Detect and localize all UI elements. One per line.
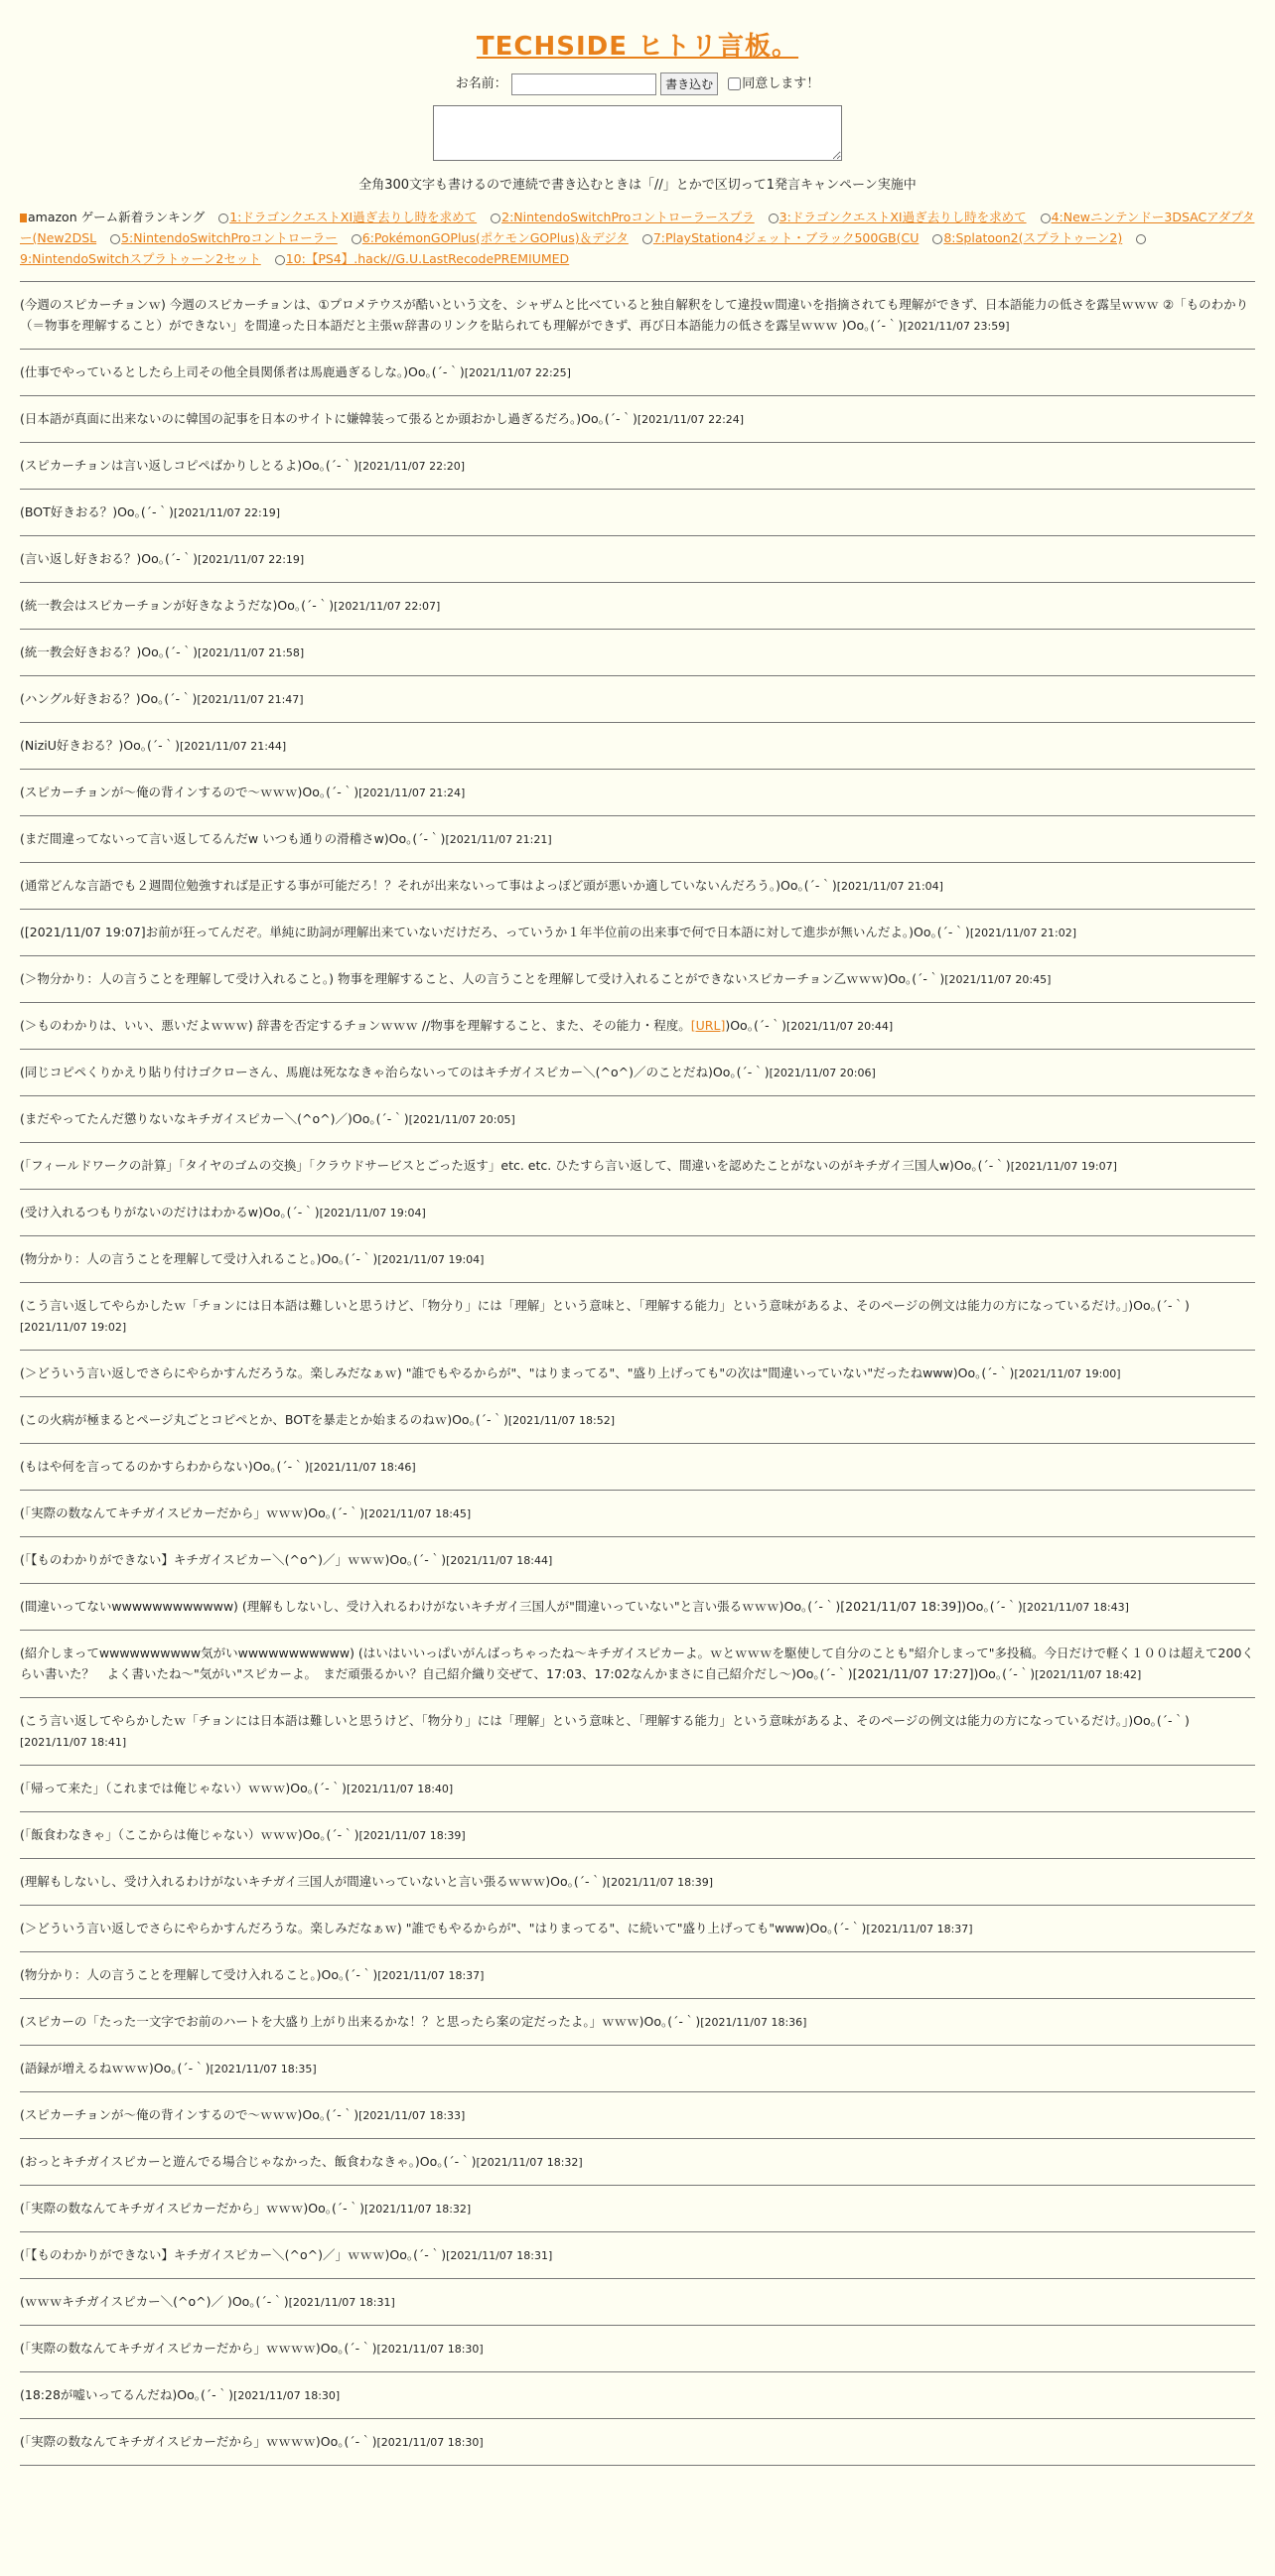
circle-icon: [642, 234, 652, 244]
post-item: [20, 910, 1255, 956]
post-item: [20, 956, 1255, 1003]
post-item: [20, 350, 1255, 396]
post-timestamp: [2021/11/07 18:45]: [364, 1507, 472, 1520]
post-item: [20, 630, 1255, 676]
post-timestamp: [2021/11/07 18:40]: [347, 1783, 454, 1795]
ranking-item: [110, 230, 338, 245]
post-timestamp: [2021/11/07 19:07]: [1010, 1160, 1117, 1173]
post-form-row: [20, 72, 1255, 95]
post-list: [20, 282, 1255, 2466]
post-text: (もはや何を言ってるのかすらわからない)Oo｡(´-｀): [20, 1459, 310, 1474]
post-item: [20, 490, 1255, 536]
notice-text: 全角300文字も書けるので連続で書き込むときは「//」とかで区切って1発言キャンペーン実施中: [358, 178, 917, 193]
post-item: [20, 1952, 1255, 1999]
post-item: [20, 1143, 1255, 1190]
post-item: [20, 770, 1255, 816]
ranking-item-link[interactable]: 2:NintendoSwitchProコントローラースプラ: [501, 210, 755, 224]
post-text: (スピカーの「たった一文字でお前のハートを大盛り上がり出来るかな！？と思ったら案の定だったよ。」ｗｗｗ)Oo｡(´-｀): [20, 2014, 701, 2029]
post-text: (語録が増えるねｗｗｗ)Oo｡(´-｀): [20, 2061, 211, 2075]
post-item: [20, 282, 1255, 350]
post-text: (理解もしないし、受け入れるわけがないキチガイ三国人が間違いっていないと言い張るｗｗｗ)Oo｡(´-｀): [20, 1874, 607, 1889]
ranking-item-link[interactable]: 6:PokémonGOPlus(ポケモンGOPlus)＆デジタ: [361, 230, 629, 245]
ranking-heading: amazon ゲーム新着ランキング: [28, 210, 206, 224]
post-timestamp: [2021/11/07 18:31]: [288, 2296, 395, 2309]
circle-icon: [932, 234, 942, 244]
post-text: (スピカーチョンは言い返しコピペばかりしとるよ)Oo｡(´-｀): [20, 458, 358, 473]
post-text: (「帰って来た」（これまでは俺じゃない）ｗｗｗ)Oo｡(´-｀): [20, 1781, 348, 1795]
ranking-item-link[interactable]: 4:Newニンテンドー3DSACアダプター(New2DSL: [20, 210, 1255, 245]
post-text: (ハングル好きおる？)Oo｡(´-｀): [20, 691, 198, 706]
post-timestamp: [2021/11/07 22:19]: [198, 553, 305, 566]
post-timestamp: [2021/11/07 19:02]: [20, 1321, 127, 1334]
circle-icon: [769, 214, 779, 223]
post-text: (＞物分かり：人の言うことを理解して受け入れること。) 物事を理解すること、人の言うことを理解して受け入れることができないスピカーチョン乙ｗｗｗ)Oo｡(´-｀): [20, 971, 945, 986]
post-text: (統一教会はスピカーチョンが好きなようだな)Oo｡(´-｀): [20, 598, 335, 613]
post-item: [20, 1190, 1255, 1236]
post-item: [20, 2046, 1255, 2092]
post-text: (「実際の数なんてキチガイスピカーだから」ｗｗｗ)Oo｡(´-｀): [20, 2201, 365, 2216]
post-text: (「実際の数なんてキチガイスピカーだから」ｗｗｗｗ)Oo｡(´-｀): [20, 2341, 377, 2356]
post-item: [20, 2372, 1255, 2419]
post-text: (同じコピペくりかえり貼り付けゴクローさん、馬鹿は死ななきゃ治らないってのはキチガイスピカー＼(^o^)／のことだね)Oo｡(´-｀): [20, 1065, 770, 1079]
message-area-wrap: [20, 105, 1255, 164]
post-item: [20, 1766, 1255, 1812]
post-text: (この火病が極まるとページ丸ごとコピペとか、BOTを暴走とか始まるのねｗ)Oo｡(´-｀): [20, 1412, 508, 1427]
post-timestamp: [2021/11/07 21:21]: [445, 833, 552, 846]
ranking-item: [932, 230, 1122, 245]
agree-label: 同意します！: [742, 76, 820, 91]
post-text: (「【ものわかりができない】キチガイスピカー＼(^o^)／」ｗｗｗ)Oo｡(´-｀): [20, 1552, 447, 1567]
post-text: (＞ものわかりは、いい、悪いだよｗｗｗ) 辞書を否定するチョンｗｗｗ //物事を理解すること、また、その能力・程度。: [20, 1018, 691, 1033]
post-timestamp: [2021/11/07 18:35]: [210, 2063, 317, 2075]
post-item: [20, 583, 1255, 630]
post-text: (「実際の数なんてキチガイスピカーだから」ｗｗｗ)Oo｡(´-｀): [20, 1505, 365, 1520]
post-item: [20, 723, 1255, 770]
ranking-item-link[interactable]: 8:Splatoon2(スプラトゥーン2): [943, 230, 1123, 245]
post-item: [20, 2419, 1255, 2466]
post-item: [20, 2326, 1255, 2372]
ranking-item: [218, 210, 477, 224]
post-timestamp: [2021/11/07 21:58]: [198, 646, 305, 659]
post-text: (「実際の数なんてキチガイスピカーだから」ｗｗｗｗ)Oo｡(´-｀): [20, 2434, 377, 2449]
post-item: [20, 1537, 1255, 1584]
post-timestamp: [2021/11/07 22:24]: [637, 413, 745, 426]
post-text: (日本語が真面に出来ないのに韓国の記事を日本のサイトに嫌韓装って張るとか頭おかし過ぎるだろ。)Oo｡(´-｀): [20, 411, 638, 426]
circle-icon: [1041, 214, 1051, 223]
post-text: (おっとキチガイスピカーと遊んでる場合じゃなかった、飯食わなきゃ。)Oo｡(´-｀): [20, 2154, 477, 2169]
post-timestamp: [2021/11/07 21:24]: [358, 787, 466, 799]
post-item: [20, 1397, 1255, 1444]
post-timestamp: [2021/11/07 20:45]: [944, 973, 1052, 986]
post-text: (物分かり：人の言うことを理解して受け入れること。)Oo｡(´-｀): [20, 1251, 378, 1266]
ranking-item: [491, 210, 755, 224]
post-timestamp: [2021/11/07 18:33]: [358, 2109, 466, 2122]
post-timestamp: [2021/11/07 18:39]: [606, 1876, 714, 1889]
post-item: [20, 1906, 1255, 1952]
post-item: [20, 816, 1255, 863]
post-text: (言い返し好きおる？)Oo｡(´-｀): [20, 551, 199, 566]
circle-icon: [275, 255, 285, 265]
post-item: [20, 1698, 1255, 1766]
circle-icon: [110, 234, 120, 244]
post-item: [20, 1444, 1255, 1491]
post-timestamp: [2021/11/07 22:19]: [173, 506, 281, 519]
post-item: [20, 443, 1255, 490]
post-text: (「【ものわかりができない】キチガイスピカー＼(^o^)／」ｗｗｗ)Oo｡(´-｀): [20, 2247, 447, 2262]
post-timestamp: [2021/11/07 18:31]: [446, 2249, 553, 2262]
post-text: (「フィールドワークの計算」「タイヤのゴムの交換」「クラウドサービスとごった返す」etc. etc. ひたすら言い返して、間違いを認めたことがないのがキチガイ三国人w)Oo｡(´-｀): [20, 1158, 1011, 1173]
post-text: (スピカーチョンが～俺の背インするので～ｗｗｗ)Oo｡(´-｀): [20, 2107, 359, 2122]
post-item: [20, 2139, 1255, 2186]
post-timestamp: [2021/11/07 19:04]: [377, 1253, 485, 1266]
post-item: [20, 1351, 1255, 1397]
ranking-item: [642, 230, 920, 245]
post-timestamp: [2021/11/07 18:32]: [476, 2156, 583, 2169]
post-item: [20, 1859, 1255, 1906]
post-item: [20, 1236, 1255, 1283]
ranking-item-link[interactable]: 1:ドラゴンクエストXI過ぎ去りし時を求めて: [229, 210, 478, 224]
post-timestamp: [2021/11/07 22:07]: [334, 600, 441, 613]
post-text: (紹介しまってwwwwwwwwww気がいwwwwwwwwwww) (はいはいいっぱいがんばっちゃったね～キチガイスピカーよ。ｗとｗｗｗを駆使して自分のことも"紹介しまって"多投稿。今日だけで軽く１００は超えて200くらい書いた？ よく書いたね～"気がい"スピカーよ。 まだ頑張るかい？自己紹介織り交ぜて、17:03、17:02なんかまさに自己紹介だし～)Oo｡(´-｀)[2021/11/07 17:27])Oo｡(´-｀): [20, 1646, 1254, 1681]
post-timestamp: [2021/11/07 19:00]: [1014, 1367, 1121, 1380]
post-timestamp: [2021/11/07 18:52]: [507, 1414, 616, 1427]
post-timestamp: [2021/11/07 18:46]: [309, 1461, 416, 1474]
post-text: (＞どういう言い返しでさらにやらかすんだろうな。楽しみだなぁｗ) "誰でもやるからが"、"はりまってる"、"盛り上げっても"の次は"間違いっていない"だったねwww)Oo｡(´-｀): [20, 1365, 1015, 1380]
post-timestamp: [2021/11/07 18:43]: [1022, 1601, 1129, 1614]
circle-icon: [491, 214, 500, 223]
post-timestamp: [2021/11/07 18:44]: [446, 1554, 553, 1567]
post-timestamp: [2021/11/07 18:30]: [376, 2343, 484, 2356]
post-text: (こう言い返してやらかしたｗ「チョンには日本語は難しいと思うけど、「物分り」には「理解」という意味と、「理解する能力」という意味があるよ、そのページの例文は能力の方になっているだけ。」)Oo｡(´-｀): [20, 1713, 1190, 1728]
post-item: [20, 536, 1255, 583]
post-text: (受け入れるつもりがないのだけはわかるw)Oo｡(´-｀): [20, 1205, 320, 1219]
page: [0, 26, 1275, 2466]
post-timestamp: [2021/11/07 21:47]: [197, 693, 304, 706]
ranking-item: [275, 251, 569, 266]
post-text: (物分かり：人の言うことを理解して受け入れること。)Oo｡(´-｀): [20, 1967, 378, 1982]
post-timestamp: [2021/11/07 20:44]: [785, 1020, 894, 1033]
post-text: (「飯食わなきゃ」（ここからは俺じゃない）ｗｗｗ)Oo｡(´-｀): [20, 1827, 359, 1842]
post-timestamp: [2021/11/07 19:04]: [319, 1207, 426, 1219]
post-item: [20, 2232, 1255, 2279]
post-item: [20, 1631, 1255, 1698]
post-text: (こう言い返してやらかしたｗ「チョンには日本語は難しいと思うけど、「物分り」には「理解」という意味と、「理解する能力」という意味があるよ、そのページの例文は能力の方になっているだけ。」)Oo｡(´-｀): [20, 1298, 1190, 1313]
post-text: (今週のスピカーチョンｗ) 今週のスピカーチョンは、①プロメテウスが酷いという文を、シャザムと比べていると独自解釈をして違投ｗ間違いを指摘されても理解ができず、日本語能力の低さを露呈ｗｗｗ ②「ものわかり（＝物事を理解すること）ができない」を間違った日本語だと主張ｗ辞書のリンクを貼られても理解ができず、再び日本語能力の低さを露呈ｗｗｗ )Oo｡(´-｀): [20, 297, 1249, 333]
post-text: (BOT好きおる？)Oo｡(´-｀): [20, 504, 174, 519]
post-timestamp: [2021/11/07 18:41]: [20, 1736, 127, 1749]
submit-button[interactable]: 書き込む: [660, 72, 718, 95]
post-text: (通常どんな言語でも２週間位勉強すれば是正する事が可能だろ！？それが出来ないって事はよっぽど頭が悪いか適していないんだろう。)Oo｡(´-｀): [20, 878, 837, 893]
post-text: (間違いってないwwwwwwwwwwww) (理解もしないし、受け入れるわけがないキチガイ三国人が"間違いっていない"と言い張るｗｗｗ)Oo｡(´-｀)[2021/11/07 18:39])Oo｡(´-｀): [20, 1599, 1023, 1614]
post-text: (＞どういう言い返しでさらにやらかすんだろうな。楽しみだなぁｗ) "誰でもやるからが"、"はりまってる"、に続いて"盛り上げっても"www)Oo｡(´-｀): [20, 1921, 867, 1935]
post-item: [20, 676, 1255, 723]
post-timestamp: [2021/11/07 20:06]: [769, 1067, 876, 1079]
post-text: ([2021/11/07 19:07]お前が狂ってんだぞ。単純に助詞が理解出来ていないだけだろ、っていうか１年半位前の出来事で何で日本語に対して進歩が無いんだよ。)Oo｡(´-｀): [20, 925, 970, 939]
ranking-item-link[interactable]: 10:【PS4】.hack//G.U.LastRecodePREMIUMED: [285, 251, 570, 266]
post-timestamp: [2021/11/07 18:30]: [376, 2436, 484, 2449]
post-text: (スピカーチョンが〜俺の背インするので〜ｗｗｗ)Oo｡(´-｀): [20, 785, 359, 799]
post-item: [20, 2092, 1255, 2139]
post-item: [20, 1491, 1255, 1537]
post-item: [20, 2186, 1255, 2232]
post-text-after: )Oo｡(´-｀): [725, 1018, 786, 1033]
post-text: (18:28が嘘いってるんだね)Oo｡(´-｀): [20, 2387, 234, 2402]
post-item: [20, 1096, 1255, 1143]
post-text: (まだやってたんだ懲りないなキチガイスピカー＼(^o^)／)Oo｡(´-｀): [20, 1111, 409, 1126]
post-item: [20, 396, 1255, 443]
post-timestamp: [2021/11/07 22:25]: [464, 366, 571, 379]
site-title-wrap: [20, 26, 1255, 63]
post-timestamp: [2021/11/07 18:39]: [358, 1829, 466, 1842]
post-text: (まだ間違ってないって言い返してるんだw いつも通りの滑稽さw)Oo｡(´-｀): [20, 831, 446, 846]
amazon-ranking: [20, 207, 1255, 269]
post-item: [20, 1999, 1255, 2046]
post-text: (NiziU好きおる？)Oo｡(´-｀): [20, 738, 181, 753]
site-title-link[interactable]: TECHSIDE ヒトリ言板。: [476, 32, 799, 62]
post-item: [20, 1283, 1255, 1351]
circle-icon: [218, 214, 228, 223]
post-timestamp: [2021/11/07 21:04]: [836, 880, 943, 893]
post-text: (統一教会好きおる？)Oo｡(´-｀): [20, 644, 199, 659]
post-url-link[interactable]: [URL]: [690, 1018, 726, 1033]
post-timestamp: [2021/11/07 18:42]: [1035, 1668, 1142, 1681]
ranking-item-link[interactable]: 5:NintendoSwitchProコントローラー: [121, 230, 338, 245]
message-textarea[interactable]: [433, 105, 842, 161]
post-item: [20, 2279, 1255, 2326]
ranking-item: [769, 210, 1027, 224]
post-timestamp: [2021/11/07 23:59]: [903, 320, 1010, 333]
name-input[interactable]: [511, 73, 656, 95]
post-timestamp: [2021/11/07 22:20]: [357, 460, 466, 473]
post-timestamp: [2021/11/07 18:37]: [377, 1969, 485, 1982]
ranking-item-link[interactable]: 7:PlayStation4ジェット・ブラック500GB(CU: [652, 230, 920, 245]
post-timestamp: [2021/11/07 18:30]: [233, 2389, 341, 2402]
agree-checkbox[interactable]: [728, 77, 741, 90]
ranking-item-link[interactable]: 9:NintendoSwitchスプラトゥーン2セット: [20, 251, 261, 266]
amazon-icon: [20, 214, 27, 222]
post-timestamp: [2021/11/07 18:36]: [700, 2016, 807, 2029]
post-item: [20, 1050, 1255, 1096]
ranking-item: [352, 230, 629, 245]
post-timestamp: [2021/11/07 18:37]: [866, 1923, 973, 1935]
post-item: [20, 1812, 1255, 1859]
post-text: (ｗｗｗキチガイスピカー＼(^o^)／ )Oo｡(´-｀): [20, 2294, 289, 2309]
post-item: [20, 1584, 1255, 1631]
post-timestamp: [2021/11/07 21:44]: [180, 740, 287, 753]
post-item: [20, 1003, 1255, 1050]
post-timestamp: [2021/11/07 21:02]: [969, 927, 1076, 939]
post-timestamp: [2021/11/07 18:32]: [364, 2203, 472, 2216]
name-label: お名前：: [455, 76, 507, 91]
post-timestamp: [2021/11/07 20:05]: [408, 1113, 515, 1126]
ranking-item-link[interactable]: 3:ドラゴンクエストXI過ぎ去りし時を求めて: [779, 210, 1027, 224]
post-text: (仕事でやっているとしたら上司その他全員関係者は馬鹿過ぎるしな。)Oo｡(´-｀): [20, 364, 465, 379]
circle-icon: [1136, 234, 1146, 244]
post-item: [20, 863, 1255, 910]
circle-icon: [352, 234, 361, 244]
